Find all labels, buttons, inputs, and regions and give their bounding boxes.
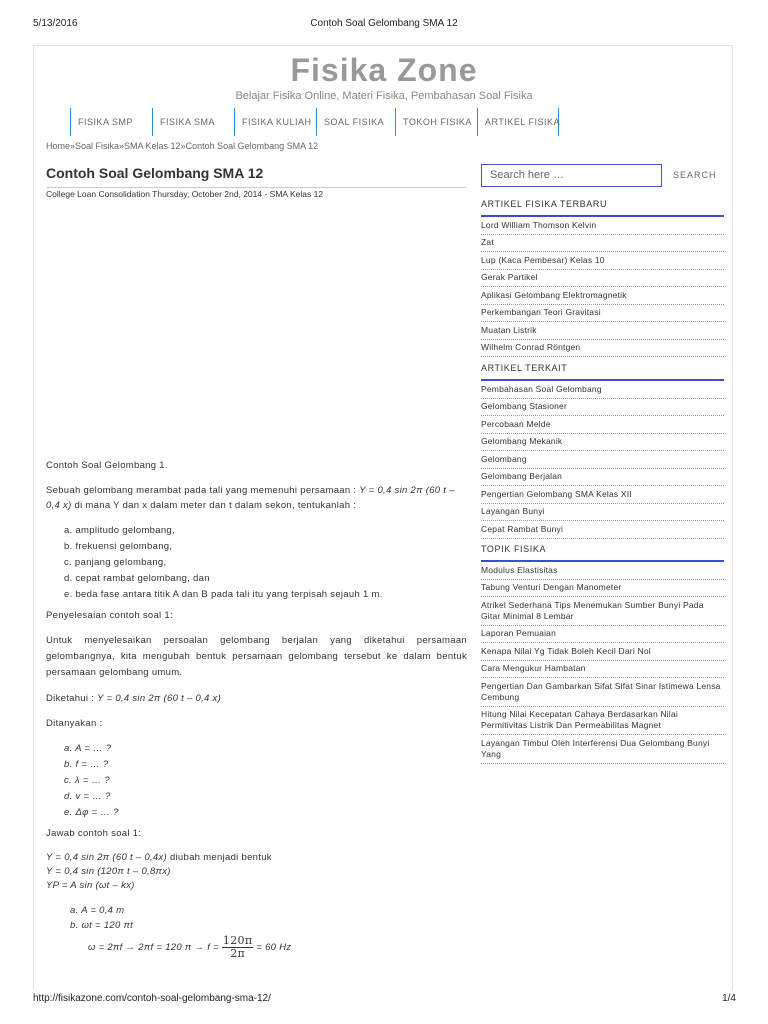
breadcrumb[interactable]: Home»Soal Fisika»SMA Kelas 12»Contoh Soal Gelombang SMA 12 xyxy=(46,141,319,151)
widget-link[interactable]: Laporan Pemuaian xyxy=(481,626,724,644)
print-doc-title: Contoh Soal Gelombang SMA 12 xyxy=(310,18,458,29)
site-tagline: Belajar Fisika Online, Materi Fisika, Pembahasan Soal Fisika xyxy=(235,90,533,102)
asked-list xyxy=(64,741,467,820)
widget-link[interactable]: Pembahasan Soal Gelombang xyxy=(481,381,724,399)
main-nav xyxy=(70,108,559,136)
widget-link[interactable]: Cepat Rambat Bunyi xyxy=(481,521,724,539)
print-date: 5/13/2016 xyxy=(33,18,78,29)
list-item: b. frekuensi gelombang, xyxy=(64,541,173,552)
widget-link[interactable]: Modulus Elastisitas xyxy=(481,562,724,580)
widget-physics-topics xyxy=(481,544,724,764)
search-button[interactable]: SEARCH xyxy=(673,170,717,180)
list-item: a. amplitudo gelombang, xyxy=(64,525,175,536)
widget-link[interactable]: Layangan Bunyi xyxy=(481,504,724,522)
search-input[interactable]: Search here … xyxy=(481,164,662,187)
widget-link[interactable]: Percobaan Melde xyxy=(481,416,724,434)
equation-line: Y = 0,4 sin 2π (60 t – 0,4x) diubah menjadi bentuk xyxy=(46,852,272,863)
solution-heading: Penyelesaian contoh soal 1: xyxy=(46,610,173,621)
print-url: http://fisikazone.com/contoh-soal-gelombang-sma-12/ xyxy=(33,993,271,1004)
solution-intro: Untuk menyelesaikan persoalan gelombang berjalan yang diketahui persamaan gelombangnya, kita mengubah bentuk persamaan gelombang tersebut ke dalam bentuk persamaan gelombang umum. xyxy=(46,635,467,678)
widget-link[interactable]: Gelombang Stasioner xyxy=(481,399,724,417)
widget-link[interactable]: Gelombang xyxy=(481,451,724,469)
list-item: d. v = … ? xyxy=(64,791,111,802)
widget-link[interactable]: Lord William Thomson Kelvin xyxy=(481,217,724,235)
widget-link[interactable]: Muatan Listrik xyxy=(481,322,724,340)
print-page-number: 1/4 xyxy=(722,993,736,1004)
known-line: Diketahui : Y = 0,4 sin 2π (60 t – 0,4 x) xyxy=(46,693,222,704)
equation-line: Y = 0,4 sin (120π t – 0,8πx) xyxy=(46,866,171,877)
example-heading: Contoh Soal Gelombang 1. xyxy=(46,460,168,471)
post-title: Contoh Soal Gelombang SMA 12 xyxy=(46,165,466,188)
site-title[interactable]: Fisika Zone xyxy=(290,52,478,88)
widget-list xyxy=(481,381,724,539)
widget-latest-articles xyxy=(481,199,724,357)
question-list xyxy=(64,523,467,602)
widget-link[interactable]: Lup (Kaca Pembesar) Kelas 10 xyxy=(481,252,724,270)
answer-b: b. ωt = 120 πt xyxy=(70,920,134,931)
widget-related-articles xyxy=(481,363,724,539)
list-item: b. f = … ? xyxy=(64,759,109,770)
widget-link[interactable]: Cara Mengukur Hambatan xyxy=(481,661,724,679)
post-content xyxy=(46,458,467,960)
widget-link[interactable]: Zat xyxy=(481,235,724,253)
omega-equation: ω = 2πf → 2πf = 120 π → f = $\frac{120\pi}{2\pi}$ = 60 Hz xyxy=(88,934,292,960)
widget-link[interactable]: Gerak Partikel xyxy=(481,270,724,288)
widget-link[interactable]: Atrikel Sederhana Tips Menemukan Sumber Bunyi Pada Gitar Minimal 8 Lembar xyxy=(481,597,724,626)
nav-item-tokoh-fisika[interactable]: TOKOH FISIKA xyxy=(395,108,477,136)
nav-item-fisika-kuliah[interactable]: FISIKA KULIAH xyxy=(234,108,316,136)
post-meta: College Loan Consolidation Thursday, October 2nd, 2014 - SMA Kelas 12 xyxy=(46,189,324,199)
widget-link[interactable]: Tabung Venturi Dengan Manometer xyxy=(481,580,724,598)
fraction: $\frac{120\pi}{2\pi}$ xyxy=(222,934,253,960)
nav-item-fisika-sma[interactable]: FISIKA SMA xyxy=(152,108,234,136)
nav-item-fisika-smp[interactable]: FISIKA SMP xyxy=(70,108,152,136)
answer-a: a. A = 0,4 m xyxy=(70,905,125,916)
widget-link[interactable]: Kenapa Nilai Yg Tidak Boleh Kecil Dari Nol xyxy=(481,643,724,661)
answer-list xyxy=(70,903,467,960)
widget-title: ARTIKEL FISIKA TERBARU xyxy=(481,199,724,217)
widget-link[interactable]: Gelombang Berjalan xyxy=(481,469,724,487)
list-item: e. beda fase antara titik A dan B pada tali itu yang terpisah sejauh 1 m. xyxy=(64,589,383,600)
widget-link[interactable]: Gelombang Mekanik xyxy=(481,434,724,452)
widget-list xyxy=(481,217,724,357)
asked-label: Ditanyakan : xyxy=(46,718,103,729)
widget-link[interactable]: Layangan Timbul Oleh Interferensi Dua Gelombang Bunyi Yang xyxy=(481,735,724,764)
widget-link[interactable]: Wilhelm Conrad Röntgen xyxy=(481,340,724,358)
nav-item-soal-fisika[interactable]: SOAL FISIKA xyxy=(316,108,395,136)
list-item: d. cepat rambat gelombang, dan xyxy=(64,573,210,584)
list-item: e. Δφ = … ? xyxy=(64,807,119,818)
widget-link[interactable]: Pengertian Dan Gambarkan Sifat Sifat Sinar Istimewa Lensa Cembung xyxy=(481,678,724,707)
nav-item-artikel-fisika[interactable]: ARTIKEL FISIKA xyxy=(477,108,559,136)
widget-title: TOPIK FISIKA xyxy=(481,544,724,562)
list-item: a. A = … ? xyxy=(64,743,112,754)
widget-list xyxy=(481,562,724,764)
equation-block xyxy=(46,851,467,893)
widget-title: ARTIKEL TERKAIT xyxy=(481,363,724,381)
equation-line: YP = A sin (ωt – kx) xyxy=(46,880,135,891)
widget-link[interactable]: Hitung Nilai Kecepatan Cahaya Berdasarkan Nilai Permitivitas Listrik Dan Permeabilitas Magnet xyxy=(481,707,724,736)
question-text: Sebuah gelombang merambat pada tali yang memenuhi persamaan : Y = 0,4 sin 2π (60 t – 0,4 x) di mana Y dan x dalam meter dan t dalam sekon, tentukanlah : xyxy=(46,485,455,511)
widget-link[interactable]: Perkembangan Teori Gravitasi xyxy=(481,305,724,323)
widget-link[interactable]: Aplikasi Gelombang Elektromagnetik xyxy=(481,287,724,305)
widget-link[interactable]: Pengertian Gelombang SMA Kelas XII xyxy=(481,486,724,504)
list-item: c. panjang gelombang, xyxy=(64,557,167,568)
list-item: c. λ = … ? xyxy=(64,775,110,786)
answer-heading: Jawab contoh soal 1: xyxy=(46,828,142,839)
